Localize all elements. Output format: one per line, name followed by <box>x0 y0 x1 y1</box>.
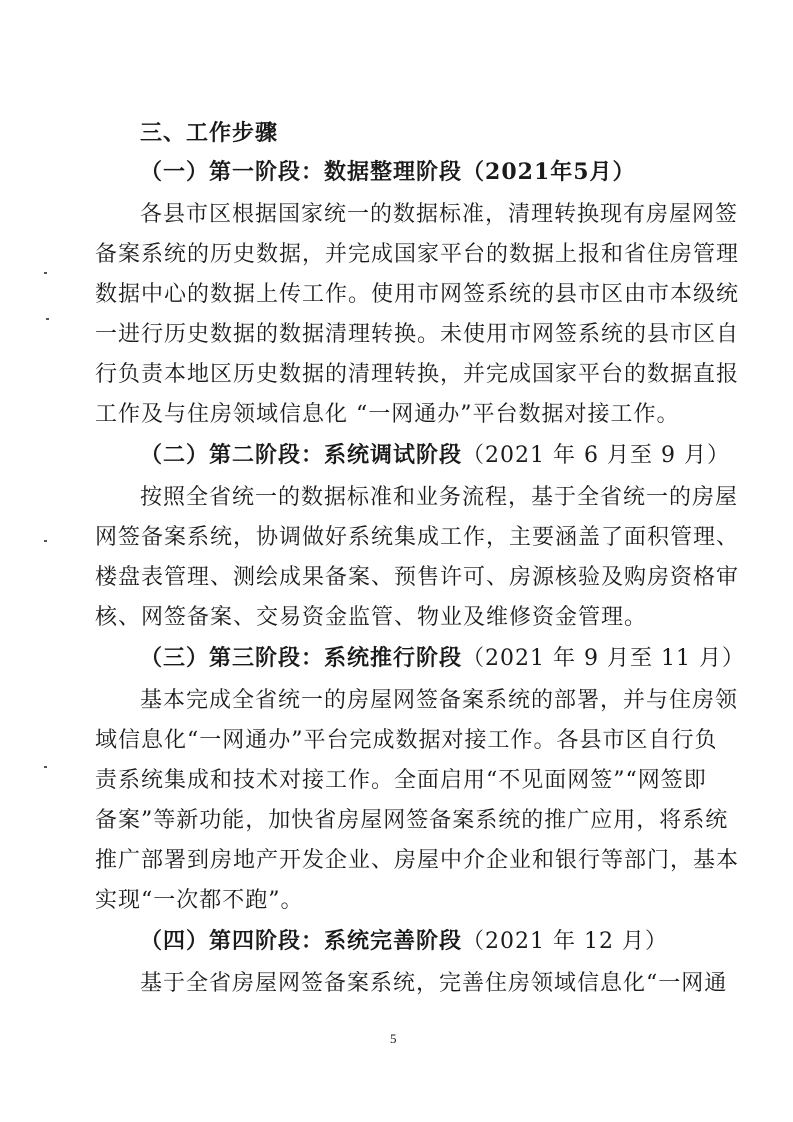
stage-3-line-6: 实现“一次都不跑”。 <box>95 888 304 913</box>
stage-2-line-1: 按照全省统一的数据标准和业务流程，基于全省统一的房屋 <box>140 485 739 510</box>
stage-4-title: （四）第四阶段：系统完善阶段 <box>140 928 463 954</box>
stage-2-date: （2021 年 6 月至 9 月） <box>462 443 730 468</box>
stage-1-date: （2021年5月） <box>462 159 636 185</box>
stage-3-line-3: 责系统集成和技术对接工作。全面启用“不见面网签”“网签即 <box>95 768 707 793</box>
stage-3-date: （2021 年 9 月至 11 月） <box>462 646 745 671</box>
scan-speck <box>44 272 47 274</box>
stage-1-line-6: 工作及与住房领域信息化 “一网通办”平台数据对接工作。 <box>95 402 680 427</box>
stage-1-line-3: 数据中心的数据上传工作。使用市网签系统的县市区由市本级统 <box>95 282 740 307</box>
stage-4-heading <box>140 926 668 957</box>
page-number: 5 <box>390 1031 397 1046</box>
stage-2-line-4: 核、网签备案、交易资金监管、物业及维修资金管理。 <box>95 605 648 630</box>
stage-3-heading <box>140 643 745 674</box>
stage-1-line-4: 一进行历史数据的数据清理转换。未使用市网签系统的县市区自 <box>95 322 740 347</box>
scan-speck <box>44 766 47 768</box>
stage-3-line-5: 推广部署到房地产开发企业、房屋中介企业和银行等部门，基本 <box>95 848 740 873</box>
stage-3-line-2: 域信息化“一网通办”平台完成数据对接工作。各县市区自行负 <box>95 728 718 753</box>
stage-3-line-1: 基本完成全省统一的房屋网签备案系统的部署，并与住房领 <box>140 688 739 713</box>
scan-speck <box>44 540 47 542</box>
scan-speck <box>46 318 49 320</box>
stage-2-title: （二）第二阶段：系统调试阶段 <box>140 442 463 468</box>
stage-1-heading <box>140 157 636 187</box>
section-title: 三、工作步骤 <box>140 120 279 146</box>
stage-1-title: （一）第一阶段：数据整理阶段 <box>140 159 463 185</box>
stage-4-date: （2021 年 12 月） <box>462 929 668 954</box>
stage-4-line-1: 基于全省房屋网签备案系统，完善住房领域信息化“一网通 <box>140 971 728 996</box>
stage-1-line-5: 行负责本地区历史数据的清理转换，并完成国家平台的数据直报 <box>95 362 740 387</box>
stage-2-heading <box>140 440 730 471</box>
stage-3-line-4: 备案”等新功能，加快省房屋网签备案系统的推广应用，将系统 <box>95 808 729 833</box>
stage-1-line-1: 各县市区根据国家统一的数据标准，清理转换现有房屋网签 <box>140 202 739 227</box>
stage-2-line-2: 网签备案系统，协调做好系统集成工作，主要涵盖了面积管理、 <box>95 525 740 550</box>
stage-2-line-3: 楼盘表管理、测绘成果备案、预售许可、房源核验及购房资格审 <box>95 565 740 590</box>
stage-1-line-2: 备案系统的历史数据，并完成国家平台的数据上报和省住房管理 <box>95 242 740 267</box>
stage-3-title: （三）第三阶段：系统推行阶段 <box>140 645 463 671</box>
